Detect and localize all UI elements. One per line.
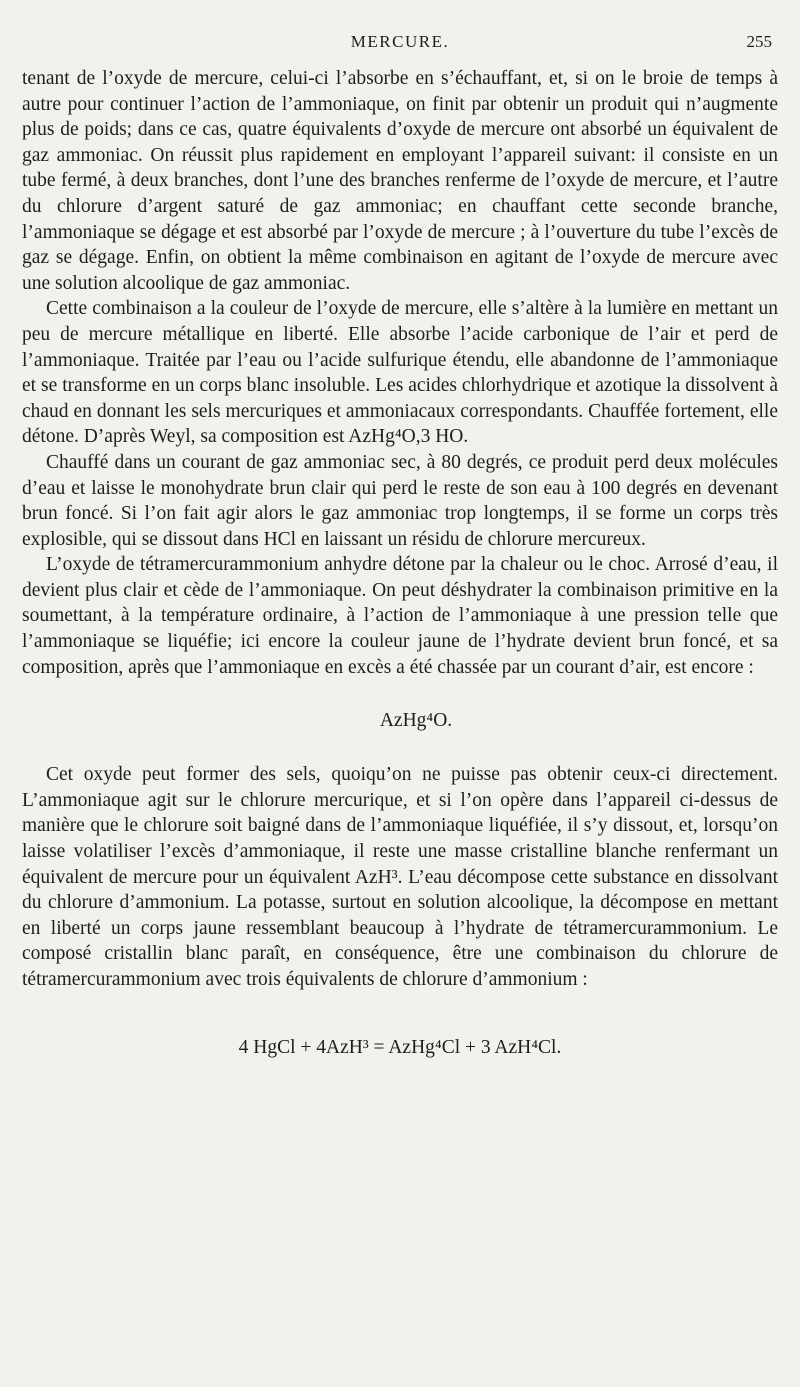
formula-reaction: 4 HgCl + 4AzH³ = AzHg⁴Cl + 3 AzH⁴Cl. xyxy=(238,1036,562,1058)
running-title: MERCURE. xyxy=(350,32,450,51)
paragraph-heated-in-ammonia: Chauffé dans un courant de gaz ammoniac sec, à 80 degrés, ce produit perd deux molécules d’eau et laisse le monohydrate brun clair qui perd le reste de son eau à 100 degrés en devenant brun foncé. Si l’on fait agir alors le gaz ammoniac trop longtemps, il se forme un corps très explosible, qui se dissout dans HCl en laissant un résidu de chlorure mercureux. xyxy=(22,451,778,550)
paragraph-combination-properties: Cette combinaison a la couleur de l’oxyde de mercure, elle s’altère à la lumière en mettant un peu de mercure métallique en liberté. Elle absorbe l’acide carbonique de l’air et perd de l’ammoniaque. Traitée par l’eau ou l’acide sulfurique étendu, elle abandonne de l’ammoniaque et se transforme en un corps blanc insoluble. Les acides chlorhydrique et azotique la dissolvent à chaud en donnant les sels mercuriques et ammoniacaux correspondants. Chauffée fortement, elle détone. D’après Weyl, sa composition est AzHg⁴O,3 HO. xyxy=(22,298,778,448)
paragraph-anhydrous-oxide: L’oxyde de tétramercurammonium anhydre détone par la chaleur ou le choc. Arrosé d’eau, il devient plus clair et cède de l’ammoniaque. On peut déshydrater la combinaison primitive en la soumettant, à la température ordinaire, à l’action de l’ammoniaque à une pression telle que l’ammoniaque se liquéfie; ici encore la couleur jaune de l’hydrate devient brun foncé, et sa composition, après que l’ammoniaque en excès a été chassée par un courant d’air, est encore : xyxy=(22,554,778,678)
page-number: 255 xyxy=(746,32,772,51)
formula-oxide: AzHg⁴O. xyxy=(379,710,453,732)
body-text xyxy=(22,66,778,1083)
paragraph-continued: tenant de l’oxyde de mercure, celui-ci l’absorbe en s’échauffant, et, si on le broie de temps à autre pour continuer l’action de l’ammoniaque, on finit par obtenir un produit qui n’augmente plus de poids; dans ce cas, quatre équivalents d’oxyde de mercure ont absorbé un équivalent de gaz ammoniac. On réussit plus rapidement en employant l’appareil suivant: il consiste en un tube fermé, à deux branches, dont l’une des branches renferme de l’oxyde de mercure, et l’autre du chlorure d’argent saturé de gaz ammoniac; en chauffant cette seconde branche, l’ammoniaque se dégage et est absorbé par l’oxyde de mercure ; à l’ouverture du tube l’excès de gaz se dégage. Enfin, on obtient la même combinaison en agitant de l’oxyde de mercure avec une solution alcoolique de gaz ammoniac. xyxy=(22,68,778,294)
running-head xyxy=(0,30,800,54)
paragraph-salts: Cet oxyde peut former des sels, quoiqu’on ne puisse pas obtenir ceux-ci directement. L’ammoniaque agit sur le chlorure mercurique, et si l’on opère dans l’appareil ci-dessus de manière que le chlorure soit baigné dans de l’ammoniaque liquéfiée, il s’y dissout, et, lorsqu’on laisse volatiliser l’excès d’ammoniaque, il reste une masse cristalline blanche renfermant un équivalent de mercure pour un équivalent AzH³. L’eau décompose cette substance en dissolvant du chlorure d’ammonium. La potasse, surtout en solution alcoolique, la décompose en mettant en liberté un corps jaune ressemblant beaucoup à l’hydrate de tétramercurammonium. Le composé cristallin blanc paraît, en conséquence, être une combinaison du chlorure de tétramercurammonium avec trois équivalents de chlorure d’ammonium : xyxy=(22,764,778,990)
